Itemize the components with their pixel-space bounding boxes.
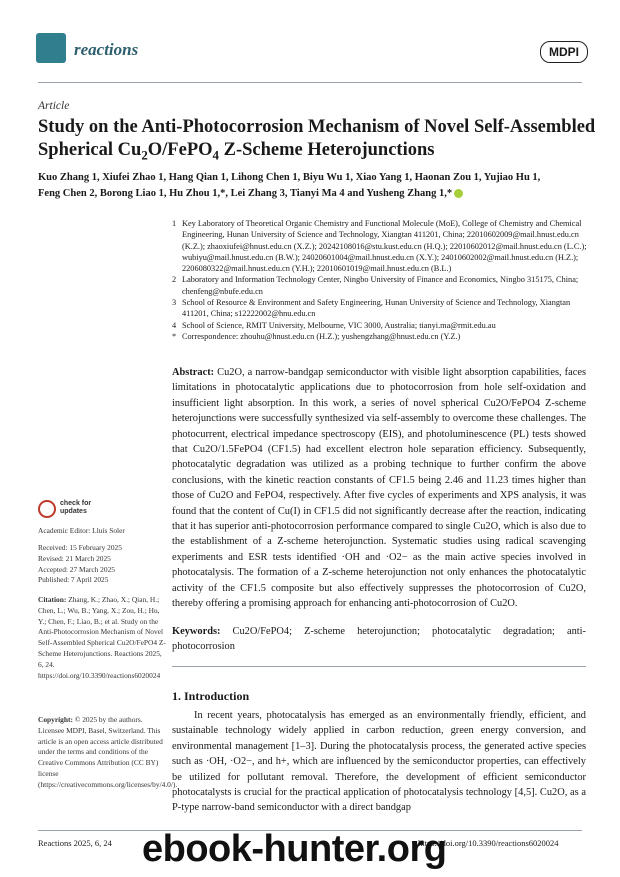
author-list: [38, 170, 598, 202]
sidebar-editor: Academic Editor: Lluís Soler: [38, 526, 125, 535]
check-updates-label[interactable]: check for updates: [60, 500, 92, 515]
affiliation-2: 2 Laboratory and Information Technology Center, Ningbo University of Finance and Economics, Ningbo 315175, China; chenfeng@nbufe.edu.cn: [172, 275, 579, 296]
affiliation-1: 1 Key Laboratory of Theoretical Organic Chemistry and Functional Molecule (MoE), College of Chemistry and Chemical Engineering, Hunan University of Science and Technology, Xiangtan 411201, China; 22010602009@mail.hnust.edu.cn (K.Z.); zhaoxiufei@hnust.edu.cn (X.Z.); 20242108016@stu.kust.edu.cn (H.Q.); 22010602012@mail.hnust.edu.cn (L.C.); wubiyu@mail.hnust.edu.cn (B.W.); 24020601004@mail.hnust.edu.cn (X.Y.); 24010602002@mail.hnust.edu.cn (H.Z.); 2206080322@mail.hnust.edu.cn (Y.H.); 22010601019@mail.hnust.edu.cn (B.L.): [172, 219, 587, 274]
authors-line-1: Kuo Zhang 1, Xiufei Zhao 1, Hang Qian 1, Lihong Chen 1, Biyu Wu 1, Xiao Yang 1, Haonan Zou 1, Yujiao Hu 1,: [38, 172, 541, 183]
publisher-logo[interactable]: MDPI: [540, 41, 588, 63]
check-updates-icon[interactable]: [38, 500, 56, 518]
authors-line-2: Feng Chen 2, Borong Liao 1, Hu Zhou 1,*, Lei Zhang 3, Tianyi Ma 4 and Yusheng Zhang 1,*: [38, 186, 598, 202]
sidebar-copyright: Copyright: © 2025 by the authors. Licensee MDPI, Basel, Switzerland. This article is an open access article distributed under the terms and conditions of the Creative Commons Attribution (CC BY) license (https://creativecommons.org/licenses/by/4.0/).: [38, 715, 178, 789]
watermark: ebook-hunter.org: [142, 828, 447, 870]
correspondence: * Correspondence: zhouhu@hnust.edu.cn (H.Z.); yushengzhang@hnust.edu.cn (Y.Z.): [172, 331, 461, 341]
header-rule: [38, 82, 582, 83]
footer-citation: Reactions 2025, 6, 24: [38, 838, 112, 848]
keywords-rule: [172, 666, 586, 667]
keywords-text: Cu2O/FePO4; Z-scheme heterojunction; photocatalytic degradation; anti-photocorrosion: [172, 626, 586, 653]
sidebar-citation: Citation: Zhang, K.; Zhao, X.; Qian, H.; Chen, L.; Wu, B.; Yang, X.; Zou, H.; Hu, Y.; Chen, F.; Liao, B.; et al. Study on the Anti-Photocorrosion Mechanism of Novel Self-Assembled Spherical Cu2O/FePO4 Z-Scheme Heterojunctions. Reactions 2025, 6, 24. https://doi.org/10.3390/reactions6020024: [38, 595, 166, 680]
journal-logo-icon: [36, 33, 66, 63]
keywords-label: Keywords:: [172, 626, 221, 637]
keywords: [172, 624, 586, 655]
affiliation-3: 3 School of Resource & Environment and Safety Engineering, Hunan University of Science and Technology, Xiangtan 411201, China; s12222002@hnu.edu.cn: [172, 298, 571, 319]
abstract-text: Cu2O, a narrow-bandgap semiconductor with visible light absorption capabilities, faces limitations in photocatalytic applications due to photocorrosion from hole self-oxidation and insufficient light absorption. In this work, a series of novel spherical Cu2O/FePO4 Z-scheme heterojunctions were successfully synthesized via self-assembly to overcome these challenges. The photocurrent, electrical impedance spectroscopy (EIS), and photoluminescence (PL) tests showed that Cu2O/1.5FePO4 (CF1.5) had excellent electron hole separation efficiency. Subsequently, photocatalytic degradation was utilized as a probing technique to further confirm the above conclusions, with the kinetic reaction constants of CF1.5 being 2.46 and 11.23 times higher than those of Cu2O and FePO4, respectively. After five cycles of experiments and XPS analysis, it was found that the content of Cu(I) in CF1.5 did not significantly decrease after the reaction, indicating that it has superior anti-photocorrosion performance compared to single Cu2O, which is also due to the establishment of a Z-scheme heterojunction. Systematic studies using radical scavenging experiments and ESR tests identified ·OH and ·O2− as the main active species involved in photocatalysis. The formation of a Z-scheme heterojunction not only enhances the photocatalytic activity of the CF1.5 composite but also effectively suppresses the photocorrosion of Cu2O, thereby offering a promising approach for enhancing anti-photocorrosion of Cu2O.: [172, 367, 586, 610]
paper-title: Study on the Anti-Photocorrosion Mechanism of Novel Self-Assembled Spherical $Cu_2O/FePO_4$ Z-Scheme Heterojunctions: [38, 117, 596, 163]
orcid-icon[interactable]: [454, 189, 463, 198]
footer-doi-link[interactable]: https://doi.org/10.3390/reactions6020024: [418, 838, 559, 848]
sidebar-dates: Received: 15 February 2025 Revised: 21 March 2025 Accepted: 27 March 2025 Published: 7 April 2025: [38, 543, 122, 585]
abstract-label: Abstract:: [172, 367, 215, 378]
article-type: Article: [38, 100, 70, 112]
affiliation-4: 4 School of Science, RMIT University, Melbourne, VIC 3000, Australia; tianyi.ma@rmit.edu.au: [172, 320, 496, 330]
journal-name[interactable]: reactions: [74, 40, 139, 59]
abstract: [172, 365, 586, 612]
section-heading: 1. Introduction: [172, 689, 250, 703]
introduction-text: In recent years, photocatalysis has emerged as an environmentally friendly, efficient, and sustainable technology widely applied in carbon reduction, green energy conversion, and environmental management [1–3]. During the photocatalysis process, the generated active species such as ·OH, ·O2−, and h+, which are influenced by the semiconductor properties, can effectively be utilized for pollutant removal. Therefore, the development of efficient semiconductor photocatalysts is crucial for the practical application of photocatalysis technology [4,5]. Cu2O, as a P-type narrow-band semiconductor with a direct bandgap: [172, 710, 586, 814]
affiliations: [172, 218, 592, 342]
